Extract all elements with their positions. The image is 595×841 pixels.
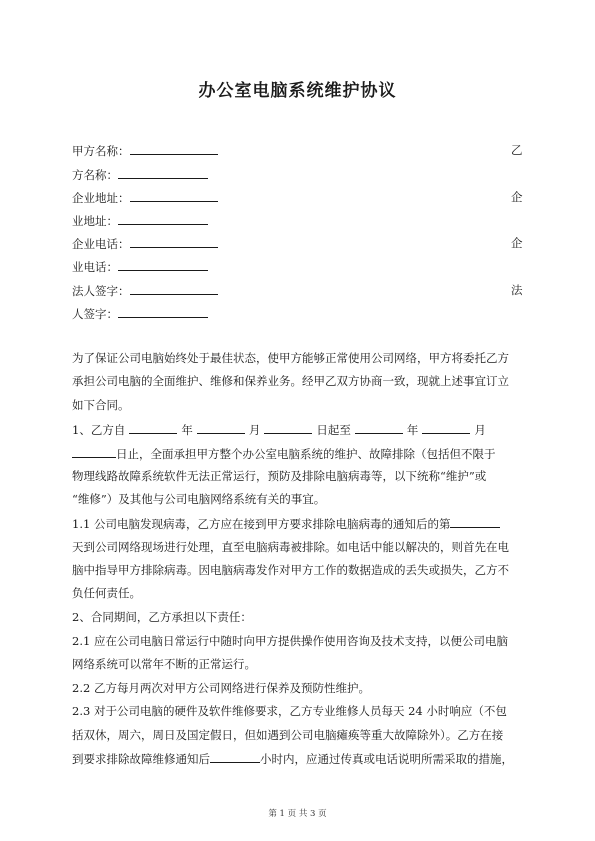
field-label: 企业地址：	[72, 191, 130, 205]
clause-1-1-line: 脑中指导甲方排除病毒。因电脑病毒发作对甲方工作的数据造成的丢失或损失，乙方不	[72, 563, 509, 577]
fill-blank	[210, 750, 260, 763]
wrapped-char: 法	[511, 283, 523, 297]
clause-2-3-line: 括双休，周六，周日及国定假日，但如遇到公司电脑瘫痪等重大故障除外）。乙方在接	[72, 728, 504, 742]
fill-blank	[355, 421, 403, 434]
clause-text: 日起至	[316, 423, 351, 437]
fill-blank	[264, 421, 312, 434]
fill-blank	[118, 166, 208, 179]
clause-1-1-line: 天到公司网络现场进行处理，直至电脑病毒被排除。如电话中能以解决的，则首先在电	[72, 540, 509, 554]
party-a-address-field	[72, 189, 218, 206]
clause-2-3-line	[72, 750, 513, 767]
field-label: 业电话：	[72, 260, 118, 274]
party-b-phone-field	[72, 258, 208, 275]
clause-text: 到要求排除故障维修通知后	[72, 752, 210, 766]
clause-2-1-line: 2.1 应在公司电脑日常运行中随时向甲方提供操作使用咨询及技术支持，以便公司电脑	[72, 634, 508, 648]
fill-blank	[422, 421, 470, 434]
field-label: 企业电话：	[72, 237, 130, 251]
field-label: 业地址：	[72, 214, 118, 228]
clause-text: 小时内，应通过传真或电话说明所需采取的措施，	[260, 752, 513, 766]
intro-line: 如下合同。	[72, 398, 130, 412]
field-label: 方名称：	[72, 168, 118, 182]
clause-1-line	[72, 445, 496, 462]
wrapped-char: 乙	[511, 143, 523, 157]
clause-1-1-line	[72, 515, 500, 532]
clause-text: 月	[248, 423, 261, 437]
party-a-phone-field	[72, 235, 218, 252]
clause-2-2-line: 2.2 乙方每月两次对甲方公司网络进行保养及预防性维护。	[72, 681, 370, 695]
clause-1-line: 物理线路故障系统软件无法正常运行，预防及排除电脑病毒等，以下统称“维护”或	[72, 469, 487, 483]
clause-2-1-line: 网络系统可以常年不断的正常运行。	[72, 657, 256, 671]
wrapped-char: 企	[511, 236, 523, 250]
fill-blank	[72, 445, 116, 458]
intro-line: 承担公司电脑的全面维护、维修和保养业务。经甲乙双方协商一致，现就上述事宜订立	[72, 374, 509, 388]
clause-2-line: 2、合同期间，乙方承担以下责任：	[72, 610, 252, 624]
field-label: 甲方名称：	[72, 144, 130, 158]
fill-blank	[130, 189, 218, 202]
field-label: 法人签字：	[72, 284, 130, 298]
clause-text: 年	[406, 423, 419, 437]
party-b-signature-field	[72, 305, 208, 322]
clause-1-1-line: 负任何责任。	[72, 586, 141, 600]
fill-blank	[118, 305, 208, 318]
party-b-name-field	[72, 166, 208, 183]
fill-blank	[130, 235, 218, 248]
wrapped-char: 企	[511, 190, 523, 204]
party-a-signature-field	[72, 282, 218, 299]
fill-blank	[118, 258, 208, 271]
fill-blank	[129, 421, 177, 434]
party-a-name-field	[72, 142, 218, 159]
clause-text: 年	[181, 423, 193, 437]
clause-text: 月	[474, 423, 486, 437]
clause-1-line: “维修”）及其他与公司电脑网络系统有关的事宜。	[72, 492, 326, 506]
fill-blank	[450, 515, 500, 528]
clause-1-line	[72, 421, 486, 438]
page-number: 第 1 页 共 3 页	[268, 809, 327, 819]
clause-text: 日止，全面承担甲方整个办公室电脑系统的维护、故障排除（包括但不限于	[116, 447, 496, 461]
clause-text: 1、乙方自	[72, 423, 126, 437]
clause-text: 1.1 公司电脑发现病毒，乙方应在接到甲方要求排除电脑病毒的通知后的第	[72, 517, 451, 531]
field-label: 人签字：	[72, 307, 118, 321]
fill-blank	[130, 142, 218, 155]
party-b-address-field	[72, 212, 208, 229]
document-title: 办公室电脑系统维护协议	[198, 81, 397, 101]
clause-2-3-line: 2.3 对于公司电脑的硬件及软件维修要求，乙方专业维修人员每天 24 小时响应（不包	[72, 704, 507, 718]
intro-line: 为了保证公司电脑始终处于最佳状态，使甲方能够正常使用公司网络，甲方将委托乙方	[72, 351, 509, 365]
fill-blank	[118, 212, 208, 225]
fill-blank	[197, 421, 245, 434]
fill-blank	[130, 282, 218, 295]
